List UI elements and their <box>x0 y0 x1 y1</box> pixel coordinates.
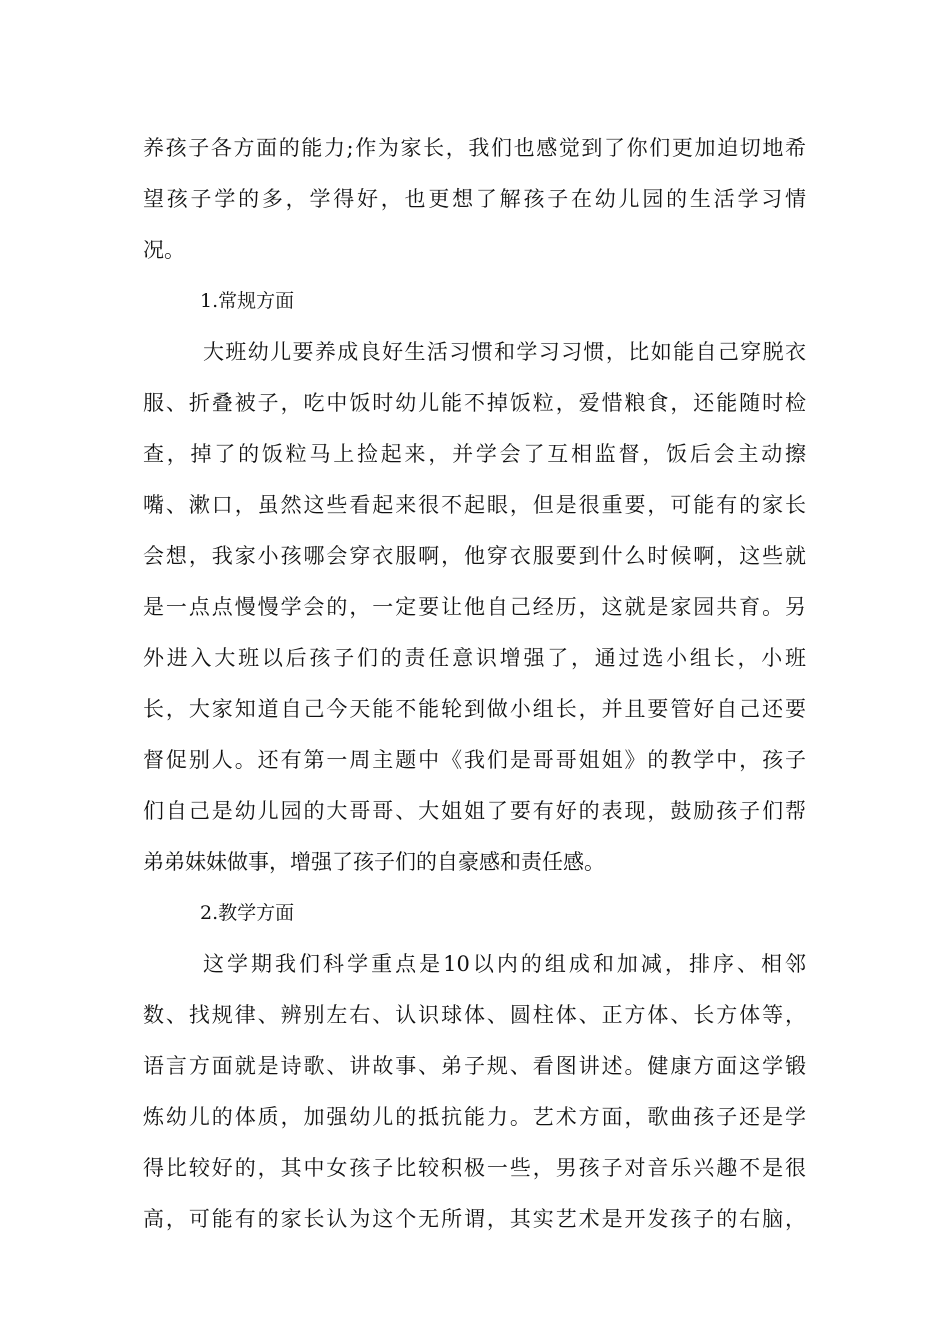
section1-line-10: 们自己是幼儿园的大哥哥、大姐姐了要有好的表现，鼓励孩子们帮 <box>143 799 806 823</box>
section1-line-2: 服、折叠被子，吃中饭时幼儿能不掉饭粒，爱惜粮食，还能随时检 <box>143 391 806 415</box>
section1-heading: 1.常规方面 <box>200 290 295 312</box>
section1-line-9: 督促别人。还有第一周主题中《我们是哥哥姐姐》的教学中，孩子 <box>143 748 806 772</box>
section2-line-1: 这学期我们科学重点是10以内的组成和加减，排序、相邻 <box>203 952 806 976</box>
section1-line-4: 嘴、漱口，虽然这些看起来很不起眼，但是很重要，可能有的家长 <box>143 493 806 517</box>
section1-line-5: 会想，我家小孩哪会穿衣服啊，他穿衣服要到什么时候啊，这些就 <box>143 544 806 568</box>
section2-line-5: 得比较好的，其中女孩子比较积极一些，男孩子对音乐兴趣不是很 <box>143 1156 806 1180</box>
intro-line-3: 况。 <box>143 238 185 262</box>
section2-heading: 2.教学方面 <box>200 902 295 924</box>
intro-line-2: 望孩子学的多，学得好，也更想了解孩子在幼儿园的生活学习情 <box>143 187 806 211</box>
section1-line-1: 大班幼儿要养成良好生活习惯和学习习惯，比如能自己穿脱衣 <box>203 340 806 364</box>
section1-line-6: 是一点点慢慢学会的，一定要让他自己经历，这就是家园共育。另 <box>143 595 806 619</box>
section2-line-4: 炼幼儿的体质，加强幼儿的抵抗能力。艺术方面，歌曲孩子还是学 <box>143 1105 806 1129</box>
section1-line-11: 弟弟妹妹做事，增强了孩子们的自豪感和责任感。 <box>143 850 605 874</box>
section2-line-6: 高，可能有的家长认为这个无所谓，其实艺术是开发孩子的右脑， <box>143 1207 806 1231</box>
intro-line-1: 养孩子各方面的能力;作为家长，我们也感觉到了你们更加迫切地希 <box>143 136 806 160</box>
section1-line-3: 查，掉了的饭粒马上捡起来，并学会了互相监督，饭后会主动擦 <box>143 442 806 466</box>
section1-line-8: 长，大家知道自己今天能不能轮到做小组长，并且要管好自己还要 <box>143 697 806 721</box>
section1-line-7: 外进入大班以后孩子们的责任意识增强了，通过选小组长，小班 <box>143 646 806 670</box>
section2-line-2: 数、找规律、辨别左右、认识球体、圆柱体、正方体、长方体等， <box>143 1003 806 1027</box>
section2-line-3: 语言方面就是诗歌、讲故事、弟子规、看图讲述。健康方面这学锻 <box>143 1054 806 1078</box>
